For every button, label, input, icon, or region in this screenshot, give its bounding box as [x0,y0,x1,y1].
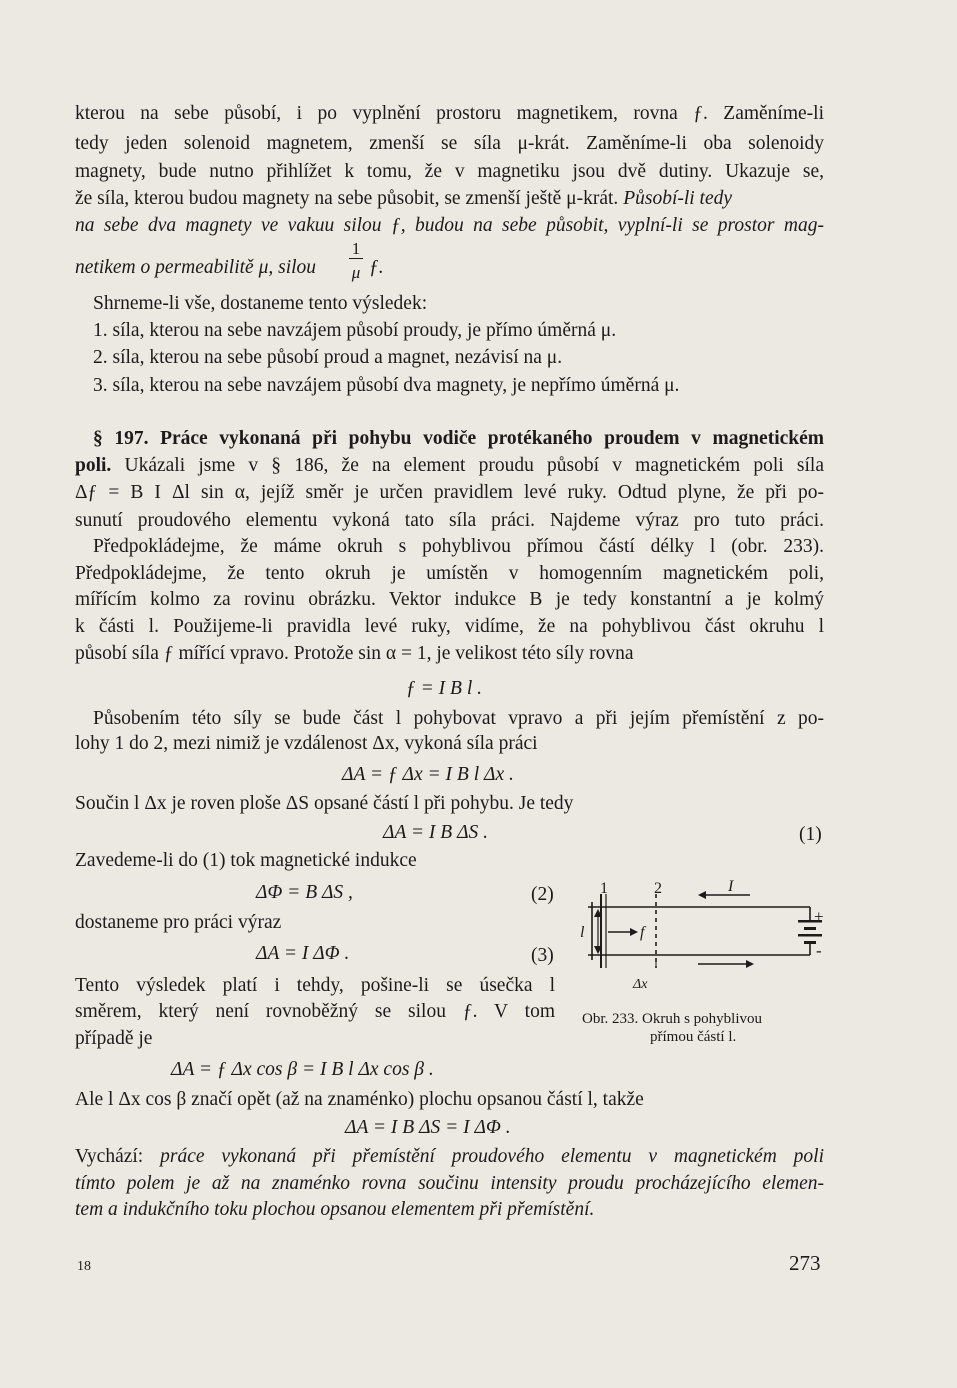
text-span: že síla, kterou budou magnety na sebe působit, se zmenší ještě μ-krát. [75,188,624,209]
italic-span: Působí-li tedy [623,188,733,209]
text-line: magnety, bude nutno přihlížet k tomu, že v magnetiku jsou dvě dutiny. Ukazuje se, [75,161,824,182]
label-plus: + [814,907,824,926]
text-line: tedy jeden solenoid magnetem, zmenší se síla μ-krát. Zaměníme-li oba solenoidy [75,133,824,154]
equation-2: ΔΦ = B ΔS , [256,882,353,903]
summary-item: 2. síla, kterou na sebe působí proud a magnet, nezávisí na μ. [93,347,563,368]
text-line: Δƒ = B I Δl sin α, jejíž směr je určen pravidlem levé ruky. Odtud plyne, že při po- [75,482,824,503]
equation-number: (3) [531,945,554,966]
equation-force: ƒ = I B l . [406,678,482,699]
label-force: f [640,924,645,941]
signature-mark: 18 [77,1259,91,1274]
italic-span: práce vykonaná při přemístění proudového elementu v magnetickém poli [160,1146,824,1167]
battery-plate [804,927,816,930]
text-line: mířícím kolmo za rovinu obrázku. Vektor indukce B je tedy konstantní a je kolmý [75,589,824,610]
text-line: Předpokládejme, že máme okruh s pohyblivou přímou částí délky l (obr. 233). [93,536,824,557]
section-number: 197. [114,428,149,449]
label-length: l [580,924,585,941]
fraction-denominator: μ [351,263,361,282]
summary-item: 3. síla, kterou na sebe navzájem působí dva magnety, je nepřímo úměrná μ. [93,375,680,396]
current-arrowhead [746,960,754,968]
text-line: Zavedeme-li do (1) tok magnetické indukce [75,850,417,871]
figure-caption: přímou částí l. [650,1029,737,1045]
summary-intro: Shrneme-li vše, dostaneme tento výsledek: [93,293,428,314]
fraction-tail: ƒ. [369,257,384,278]
label-position-2: 2 [654,880,662,897]
text-line: Součin l Δx je roven ploše ΔS opsané částí l při pohybu. Je tedy [75,793,574,814]
fraction-numerator: 1 [349,240,363,259]
text-line: k části l. Použijeme-li pravidla levé ruky, vidíme, že na pohyblivou část okruhu l [75,616,824,637]
italic-span: netikem o permeabilitě μ, silou [75,257,317,278]
text-line: působí síla ƒ mířící vpravo. Protože sin α = 1, je velikost této síly rovna [75,643,634,664]
text-span: Ukázali jsme v § 186, že na element proudu působí v magnetickém poli síla [111,455,824,476]
text-line: kterou na sebe působí, i po vyplnění prostoru magnetikem, rovna ƒ. Zaměníme-li [75,103,824,124]
text-line: případě je [75,1028,153,1049]
section-heading [93,426,824,452]
equation-1: ΔA = I B ΔS . [383,822,489,843]
italic-line [75,255,824,281]
italic-line: tímto polem je až na znaménko rovna součinu intensity proudu procházejícího elemen- [75,1173,824,1194]
equation-final: ΔA = I B ΔS = I ΔΦ . [345,1117,511,1138]
text-line: směrem, který není rovnoběžný se silou ƒ. V tom [75,1001,555,1022]
text-line [75,186,824,212]
text-line: dostaneme pro práci výraz [75,912,282,933]
section-title: Práce vykonaná při pohybu vodiče protékaného proudem v magnetickém [160,428,825,449]
text-line: sunutí proudového elementu vykoná tato síla práci. Najdeme výraz pro tuto práci. [75,510,824,531]
current-arrowhead [698,891,706,899]
italic-line: tem a indukčního toku plochou opsanou elementem při přemístění. [75,1199,595,1220]
section-title-end: poli. [75,455,112,476]
figure-caption: Obr. 233. Okruh s pohyblivou [582,1011,762,1027]
page-number: 273 [789,1251,821,1275]
text-line: lohy 1 do 2, mezi nimiž je vzdálenost Δx, vykoná síla práci [75,733,538,754]
label-position-1: 1 [600,880,608,897]
text-line [75,453,824,479]
text-line: Působením této síly se bude část l pohybovat vpravo a při jejím přemístění z po- [93,708,824,729]
equation-number: (1) [799,824,822,845]
label-current: I [728,880,734,895]
force-arrowhead [630,928,638,936]
section-sign: § [93,428,103,449]
conclusion-lead: Vychází: [75,1146,161,1167]
text-line: Tento výsledek platí i tehdy, pošine-li se úsečka l [75,975,555,996]
equation-number: (2) [531,884,554,905]
equation-3: ΔA = I ΔΦ . [256,943,350,964]
label-minus: - [816,941,822,960]
summary-item: 1. síla, kterou na sebe navzájem působí proudy, je přímo úměrná μ. [93,320,617,341]
equation-work: ΔA = ƒ Δx = I B l Δx . [342,764,514,785]
label-dx: Δx [633,977,648,992]
battery-plate [804,941,816,944]
text-line: Ale l Δx cos β značí opět (až na znaménko) plochu opsanou částí l, takže [75,1089,644,1110]
equation-cos: ΔA = ƒ Δx cos β = I B l Δx cos β . [171,1059,434,1080]
battery-plate [798,934,822,937]
text-line [75,1144,824,1170]
text-line: Předpokládejme, že tento okruh je umístěn v homogenním magnetickém poli, [75,563,824,584]
italic-line: na sebe dva magnety ve vakuu silou ƒ, budou na sebe působit, vyplní-li se prostor mag- [75,215,824,236]
